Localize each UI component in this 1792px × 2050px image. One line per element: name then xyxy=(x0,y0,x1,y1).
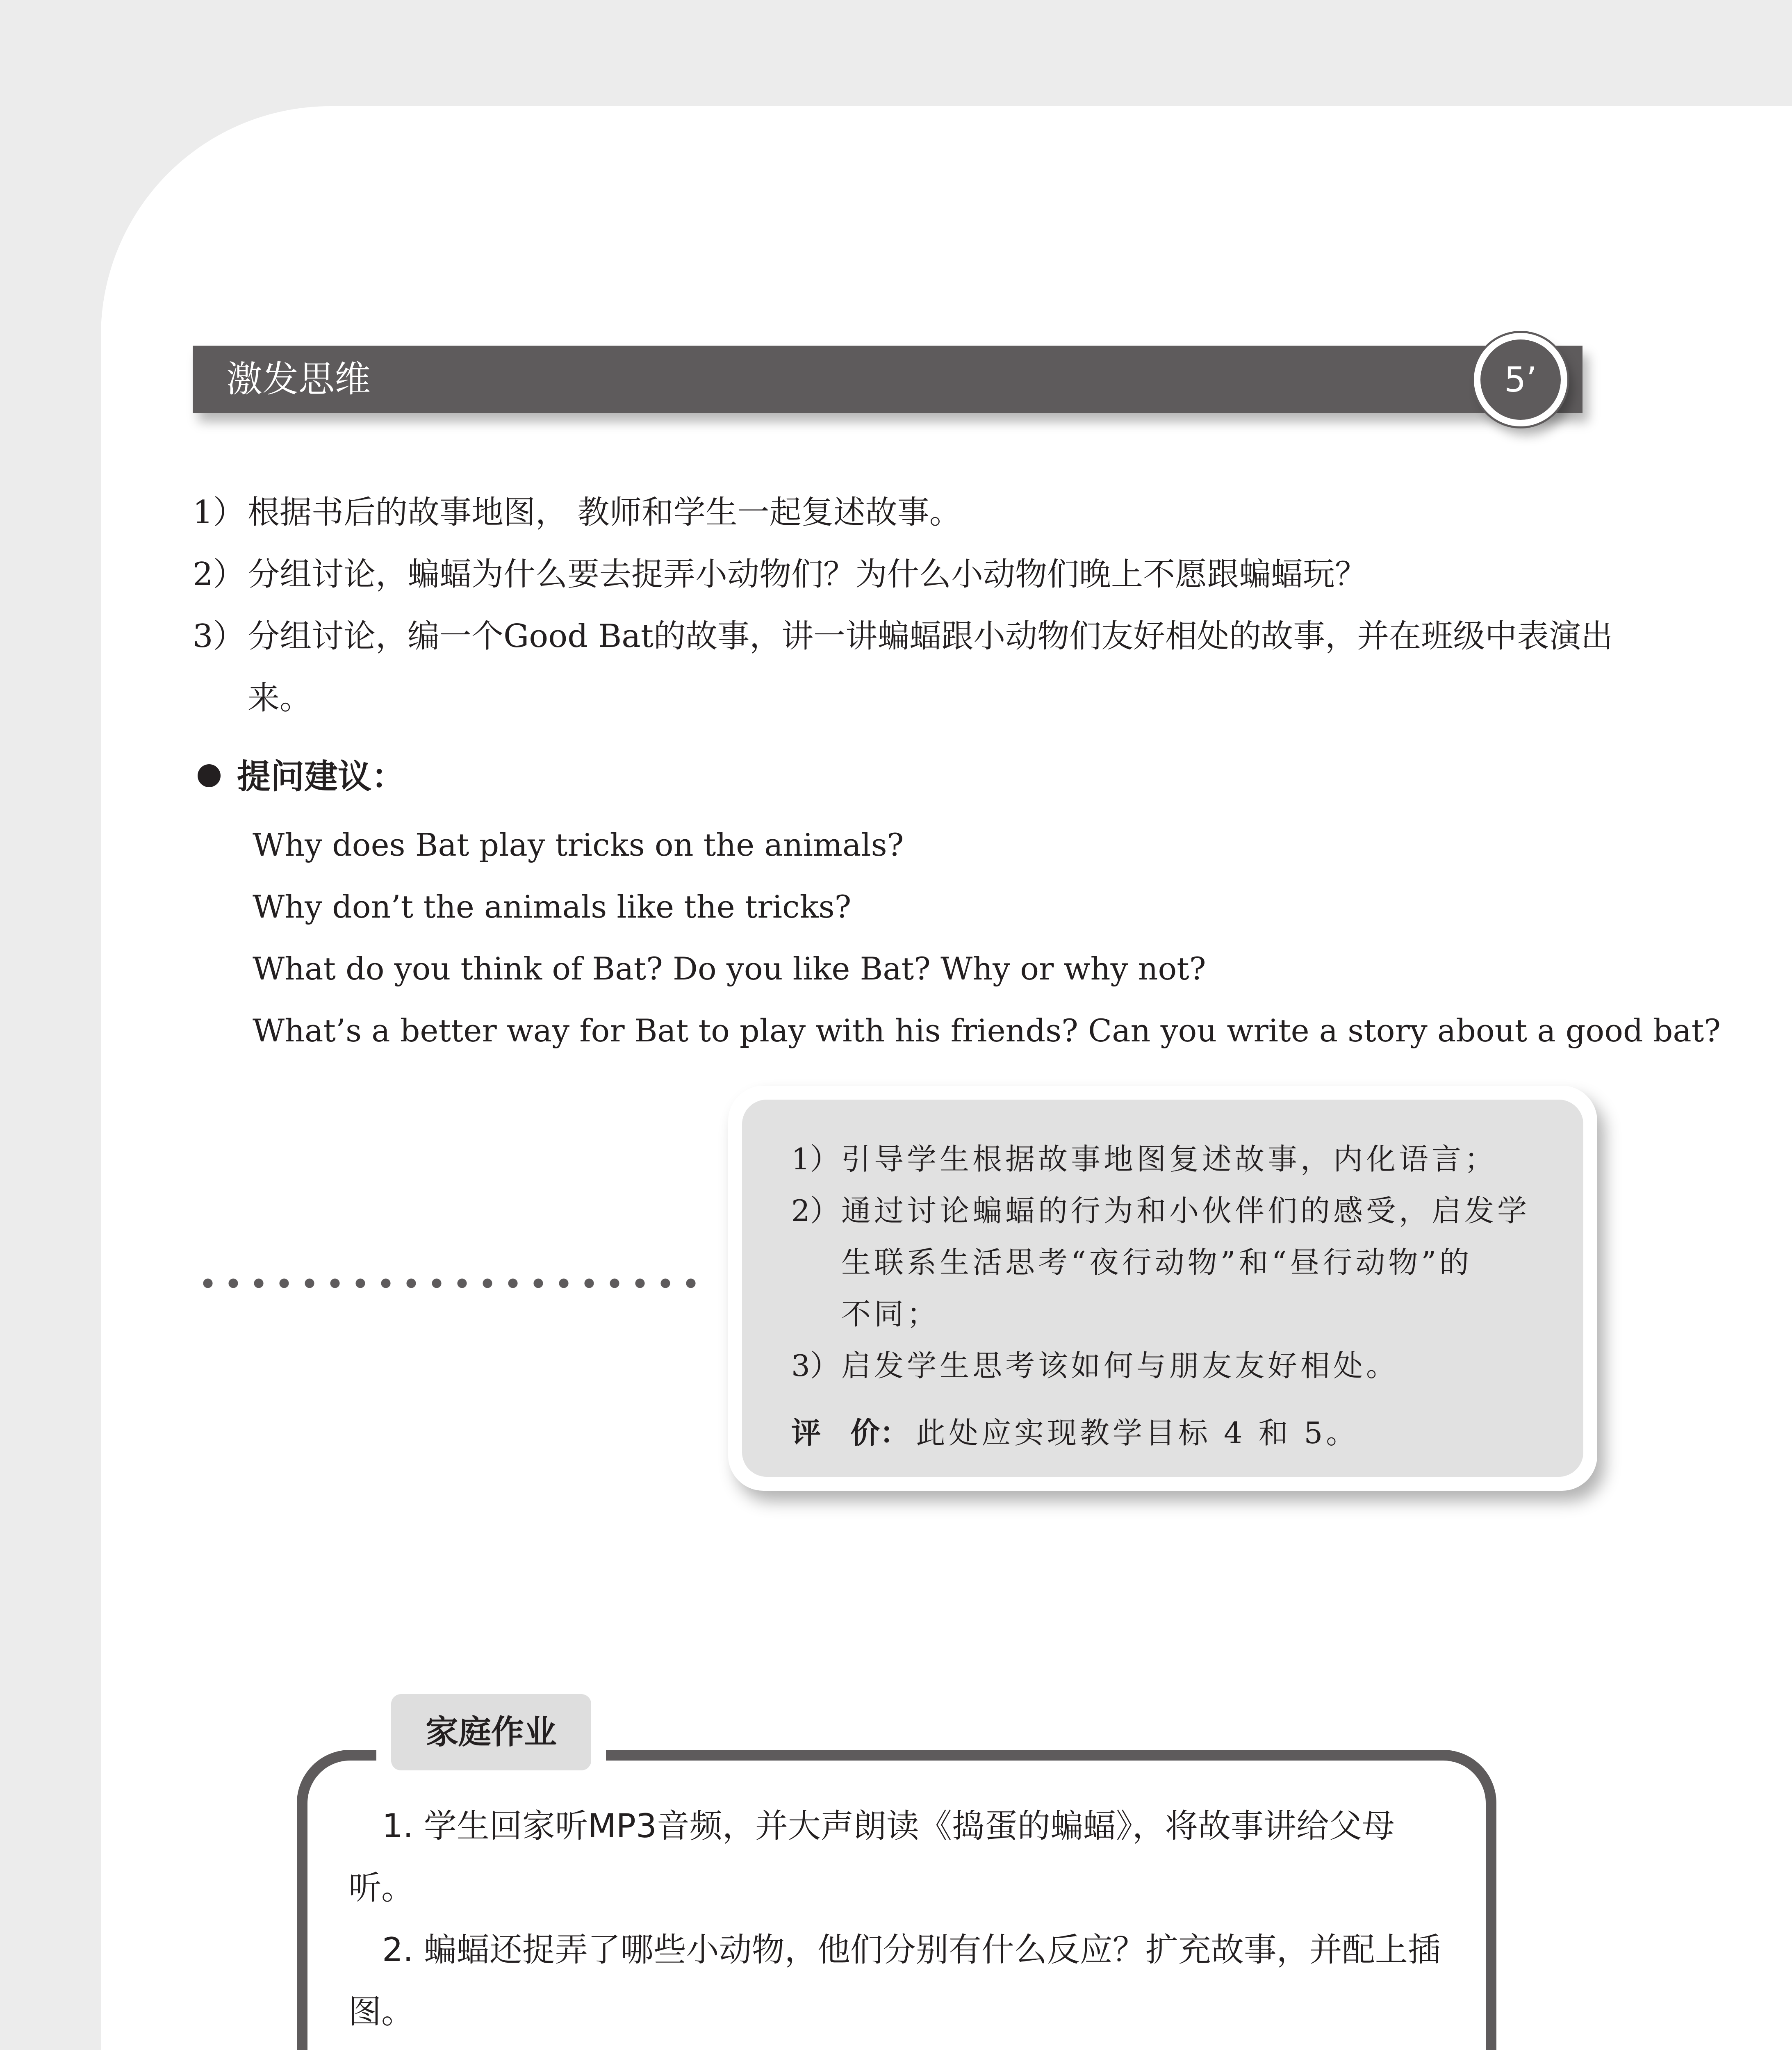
step-number: 2） xyxy=(193,556,245,593)
evaluation-line xyxy=(791,1407,1570,1459)
note-number: 3） xyxy=(791,1348,840,1383)
bullet-icon xyxy=(198,764,221,787)
design-note-lines xyxy=(791,1133,1570,1459)
note-number: 2） xyxy=(791,1194,840,1228)
evaluation-text: 此处应实现教学目标 4 和 5。 xyxy=(916,1416,1359,1450)
step-text: 根据书后的故事地图， 教师和学生一起复述故事。 xyxy=(248,494,961,531)
question-list xyxy=(253,814,1721,1061)
step-number: 3） xyxy=(193,618,245,655)
evaluation-label: 评 价： xyxy=(791,1416,910,1450)
section-title: 激发思维 xyxy=(226,358,371,400)
step-item xyxy=(193,482,1619,544)
questions-heading xyxy=(198,752,405,802)
homework-tab: 家庭作业 xyxy=(391,1694,591,1770)
question-item: What’s a better way for Bat to play with his friends? Can you write a story about a good bat? xyxy=(253,1012,1721,1049)
questions-heading-text: 提问建议： xyxy=(237,757,405,796)
step-number: 1） xyxy=(193,494,245,531)
note-line-continued: 生联系生活思考“夜行动物”和“昼行动物”的 xyxy=(841,1245,1473,1280)
note-text: 启发学生思考该如何与朋友友好相处。 xyxy=(841,1348,1399,1383)
question-item: What do you think of Bat? Do you like Bat? Why or why not? xyxy=(253,950,1206,987)
section-header-bar xyxy=(193,346,1583,413)
step-text: 分组讨论，编一个Good Bat的故事，讲一讲蝙蝠跟小动物们友好相处的故事，并在班级中表演出来。 xyxy=(248,618,1613,717)
question-item: Why don’t the animals like the tricks? xyxy=(253,888,852,925)
design-note-inner xyxy=(742,1100,1583,1477)
dotted-leader-line xyxy=(195,1278,704,1288)
question-item: Why does Bat play tricks on the animals? xyxy=(253,827,904,863)
note-line xyxy=(791,1340,1570,1392)
step-list xyxy=(193,482,1619,729)
homework-item: 2. 蝙蝠还捉弄了哪些小动物，他们分别有什么反应？扩充故事，并配上插图。 xyxy=(348,1931,1441,2031)
step-item xyxy=(193,606,1619,729)
step-item xyxy=(193,544,1619,606)
note-text: 通过讨论蝙蝠的行为和小伙伴们的感受，启发学 xyxy=(841,1194,1530,1228)
note-line xyxy=(791,1185,1570,1237)
note-number: 1） xyxy=(791,1142,840,1176)
note-line-continued: 不同； xyxy=(841,1297,940,1331)
homework-list xyxy=(348,1795,1455,2043)
homework-item: 1. 学生回家听MP3音频，并大声朗读《捣蛋的蝙蝠》，将故事讲给父母听。 xyxy=(348,1807,1395,1907)
time-badge: 5’ xyxy=(1474,333,1567,426)
design-note-box xyxy=(728,1086,1597,1491)
step-text: 分组讨论，蝙蝠为什么要去捉弄小动物们？为什么小动物们晚上不愿跟蝙蝠玩？ xyxy=(248,556,1367,593)
note-text: 引导学生根据故事地图复述故事，内化语言； xyxy=(841,1142,1498,1176)
note-line xyxy=(791,1133,1570,1185)
